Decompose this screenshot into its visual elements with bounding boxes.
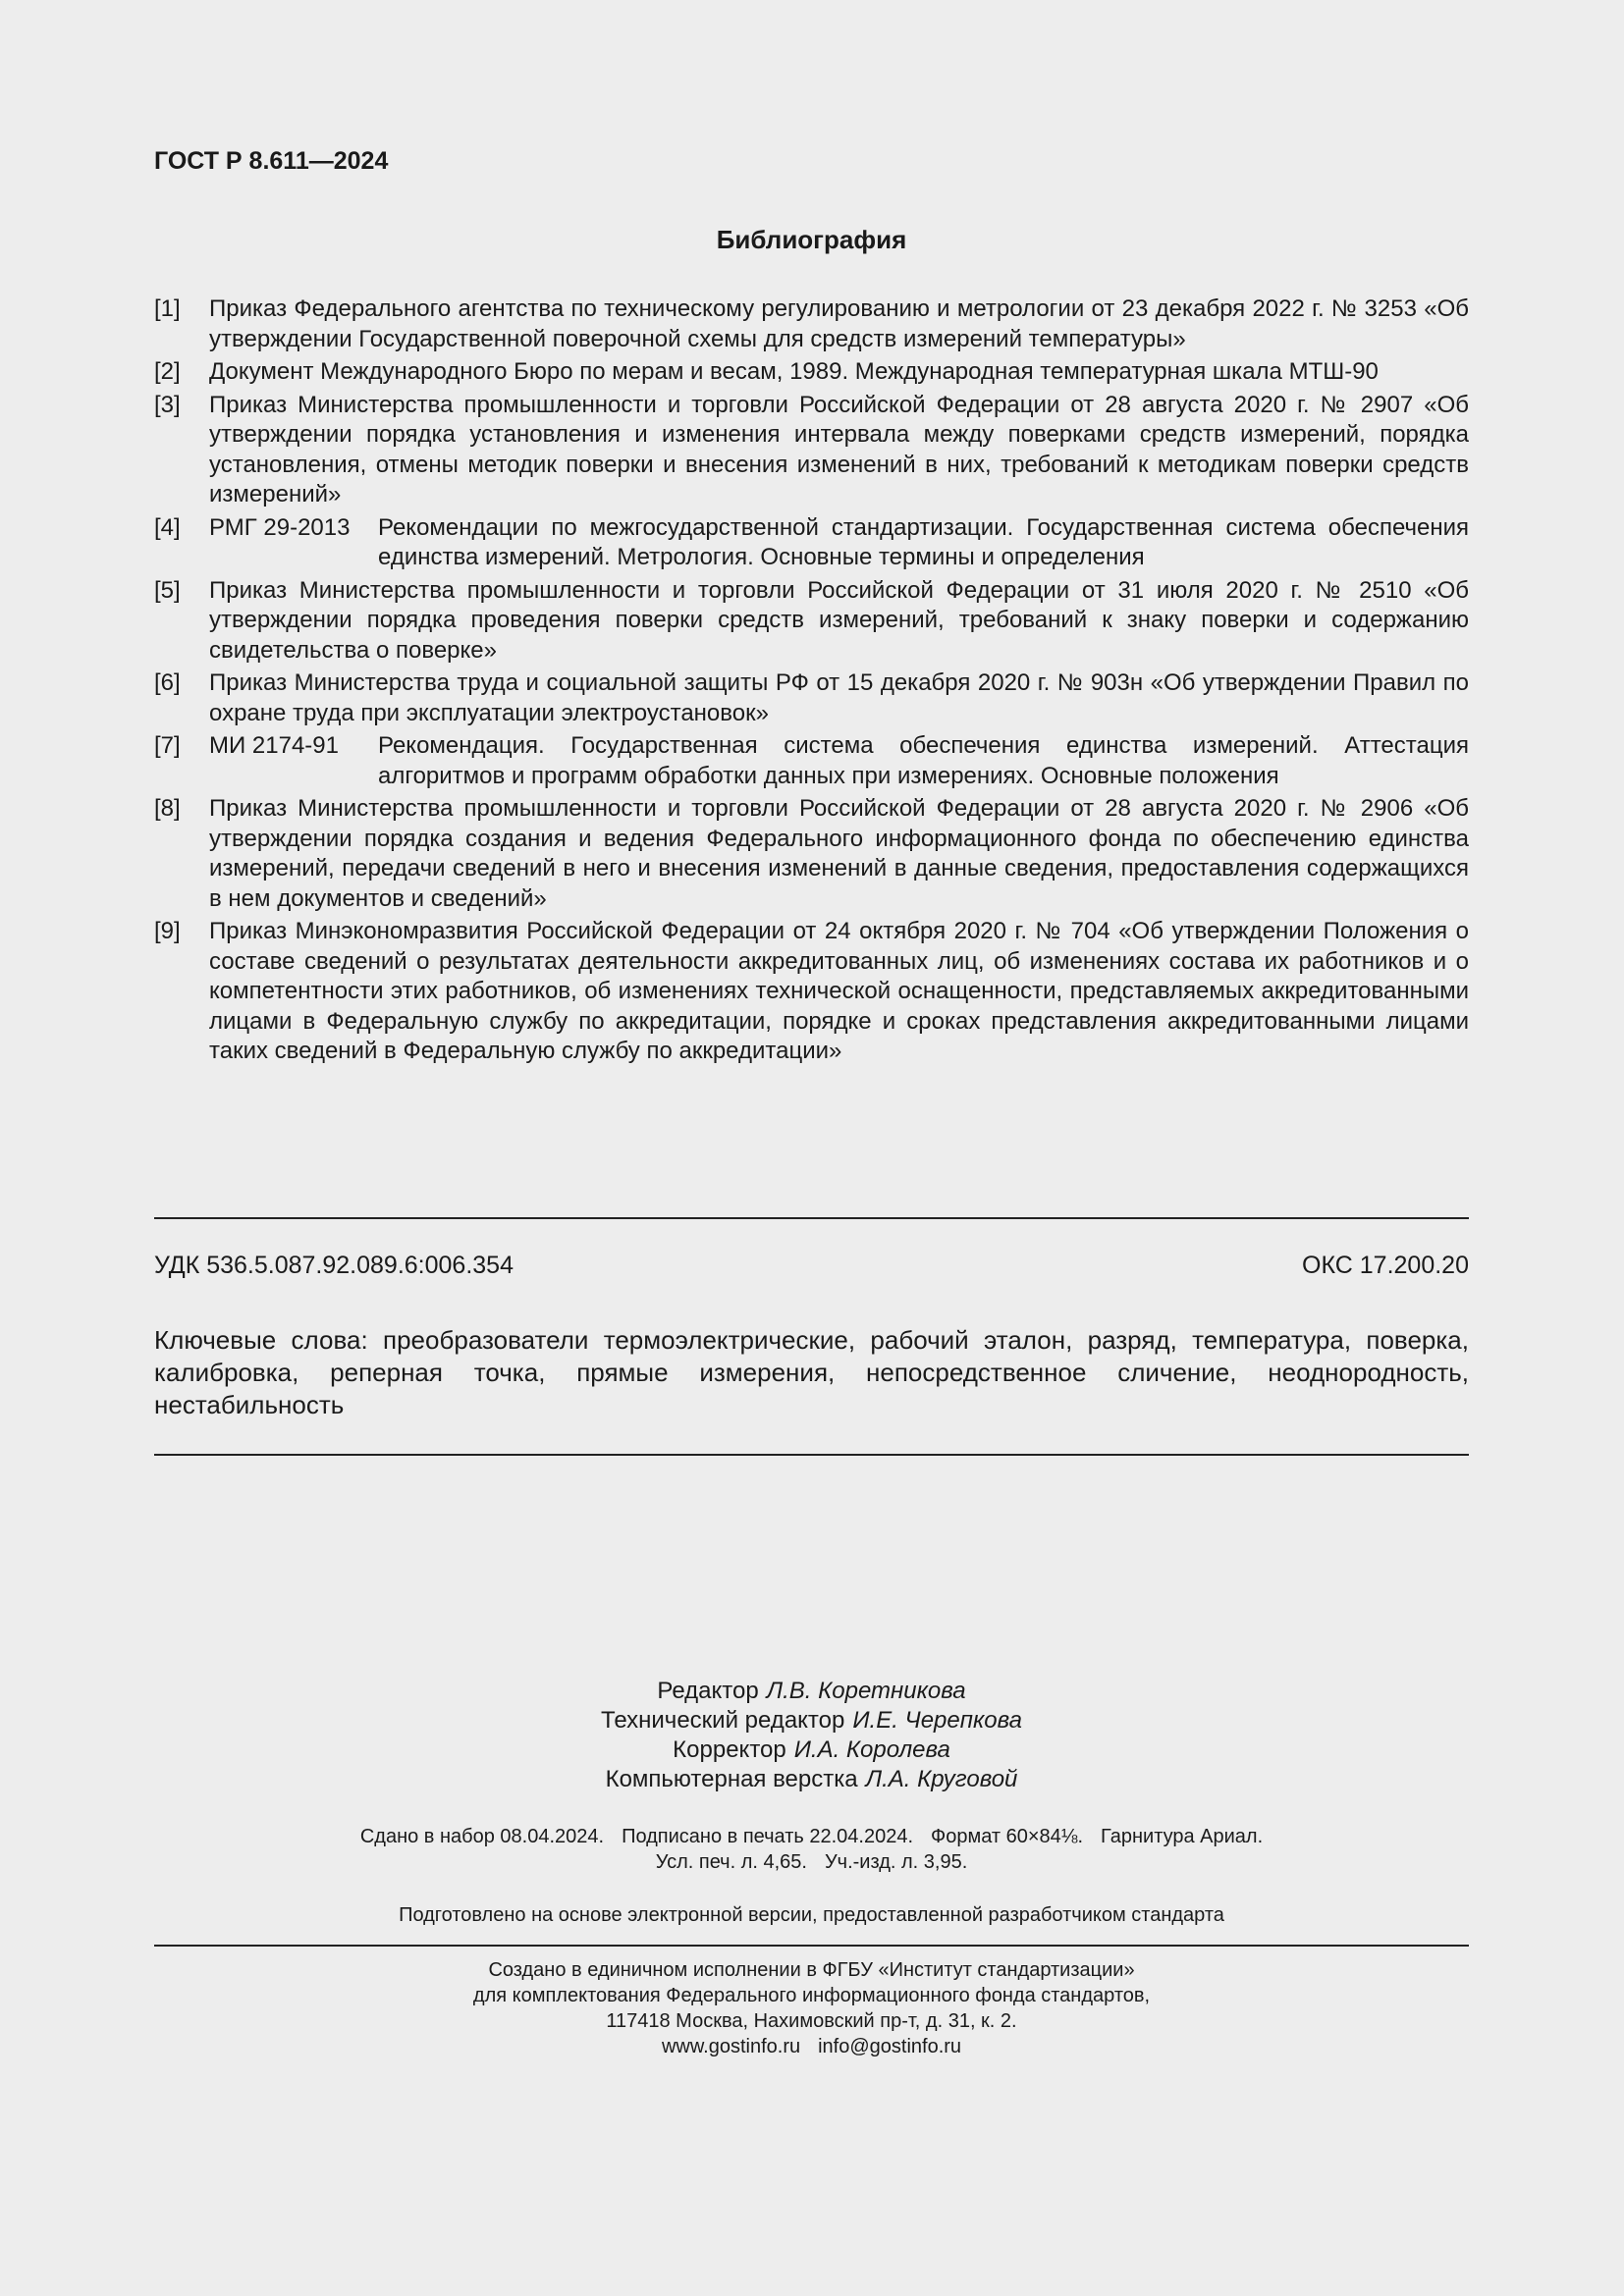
imprint-line [154, 1824, 1469, 1849]
divider-top [154, 1217, 1469, 1219]
entry-text: Приказ Министерства промышленности и торговли Российской Федерации от 31 июля 2020 г. № 2510 «Об утверждении порядка проведения поверки средств измерений, требований к знаку поверки и содержанию свидетельства о поверке» [209, 576, 1469, 664]
entry-text: Рекомендация. Государственная система обеспечения единства измерений. Аттестация алгоритмов и программ обработки данных при измерениях. Основные положения [378, 732, 1469, 789]
credit-line [154, 1735, 1469, 1765]
credit-role: Компьютерная верстка [605, 1766, 858, 1792]
prepared-note: Подготовлено на основе электронной версии, предоставленной разработчиком стандарта [399, 1904, 1224, 1926]
entry-text: Документ Международного Бюро по мерам и весам, 1989. Международная температурная шкала МТШ-90 [209, 358, 1379, 385]
entry-text: Приказ Министерства промышленности и торговли Российской Федерации от 28 августа 2020 г. № 2906 «Об утверждении порядка создания и ведения Федерального информационного фонда по обеспечению единства измерений, передачи сведений в него и внесения изменений в данные сведения, предоставления содержащихся в нем документов и сведений» [209, 795, 1469, 912]
credit-line [154, 1677, 1469, 1706]
credit-line [154, 1765, 1469, 1794]
credit-role: Технический редактор [601, 1707, 845, 1734]
credit-role: Редактор [657, 1678, 759, 1704]
bibliography-entry [154, 731, 1469, 791]
typeface: Гарнитура Ариал. [1101, 1826, 1264, 1847]
keywords: Ключевые слова: преобразователи термоэлектрические, рабочий эталон, разряд, температура, поверка, калибровка, реперная точка, прямые измерения, непосредственное сличение, неоднородность, нестабильность [154, 1325, 1469, 1419]
udk-code: УДК 536.5.087.92.089.6:006.354 [154, 1252, 514, 1279]
footer-line: 117418 Москва, Нахимовский пр-т, д. 31, к. 2. [606, 2010, 1017, 2032]
credit-name: И.Е. Черепкова [852, 1707, 1022, 1734]
bibliography-entry [154, 917, 1469, 1067]
divider-footer [154, 1945, 1469, 1947]
credit-role: Корректор [673, 1736, 786, 1763]
credit-name: Л.В. Коретникова [766, 1678, 966, 1704]
bibliography-entry [154, 794, 1469, 914]
bibliography-title: Библиография [716, 225, 907, 254]
email-link[interactable]: info@gostinfo.ru [818, 2036, 962, 2057]
imprint-line [154, 1849, 1469, 1875]
divider-bottom [154, 1454, 1469, 1456]
footer-block [154, 1957, 1469, 2059]
footer-contacts [154, 2034, 1469, 2059]
entry-doc-code: РМГ 29-2013 [209, 513, 351, 541]
bibliography-entry [154, 576, 1469, 667]
publishing-sheets: Уч.-изд. л. 3,95. [824, 1851, 968, 1873]
website-link[interactable]: www.gostinfo.ru [661, 2036, 801, 2057]
entry-text: Приказ Министерства промышленности и торговли Российской Федерации от 28 августа 2020 г. № 2907 «Об утверждении порядка установления и изменения интервала между поверками средств измерений, порядка установления, отмены методик поверки и внесения изменений в них, требований к методикам поверки средств измерений» [209, 391, 1469, 507]
footer-line: для комплектования Федерального информационного фонда стандартов, [472, 1985, 1151, 2006]
entry-number: [5] [154, 576, 181, 604]
entry-text: Приказ Министерства труда и социальной защиты РФ от 15 декабря 2020 г. № 903н «Об утверждении Правил по охране труда при эксплуатации электроустановок» [209, 669, 1469, 726]
bibliography-entry [154, 357, 1469, 388]
credit-line [154, 1706, 1469, 1735]
entry-doc-code: МИ 2174-91 [209, 732, 339, 759]
bibliography-entry [154, 294, 1469, 354]
entry-text: Рекомендации по межгосударственной стандартизации. Государственная система обеспечения единства измерений. Метрология. Основные термины и определения [378, 513, 1469, 570]
signed-for-print: Подписано в печать 22.04.2024. [622, 1826, 914, 1847]
entry-number: [1] [154, 295, 181, 322]
print-sheets: Усл. печ. л. 4,65. [655, 1851, 807, 1873]
entry-number: [4] [154, 513, 181, 541]
bibliography-entry [154, 668, 1469, 728]
entry-number: [3] [154, 391, 181, 418]
imprint-block [154, 1824, 1469, 1875]
paper-format: Формат 60×84⅛. [931, 1826, 1084, 1847]
entry-number: [9] [154, 918, 181, 944]
bibliography-entry [154, 513, 1469, 573]
sent-to-typesetting: Сдано в набор 08.04.2024. [359, 1826, 605, 1847]
entry-text: Приказ Минэкономразвития Российской Федерации от 24 октября 2020 г. № 704 «Об утверждении Положения о составе сведений о результатах деятельности аккредитованных лиц, об изменениях состава их работников и о компетентности этих работников, об изменениях технической оснащенности, представляемых аккредитованными лицами в Федеральную службу по аккредитации, порядке и сроках представления аккредитованными лицами таких сведений в Федеральную службу по аккредитации» [209, 918, 1469, 1064]
entry-number: [2] [154, 358, 181, 385]
entry-number: [6] [154, 669, 181, 696]
credit-name: И.А. Королева [793, 1736, 950, 1763]
oks-code: ОКС 17.200.20 [1302, 1252, 1469, 1279]
credits-block [154, 1677, 1469, 1794]
entry-text: Приказ Федерального агентства по техническому регулированию и метрологии от 23 декабря 2022 г. № 3253 «Об утверждении Государственной поверочной схемы для средств измерений температуры» [209, 295, 1469, 352]
entry-number: [7] [154, 732, 181, 759]
footer-line: Создано в единичном исполнении в ФГБУ «Институт стандартизации» [488, 1959, 1135, 1981]
bibliography-entry [154, 391, 1469, 510]
entry-number: [8] [154, 795, 181, 822]
document-code: ГОСТ Р 8.611—2024 [154, 147, 389, 175]
bibliography-list [154, 294, 1469, 1070]
credit-name: Л.А. Круговой [865, 1766, 1018, 1792]
